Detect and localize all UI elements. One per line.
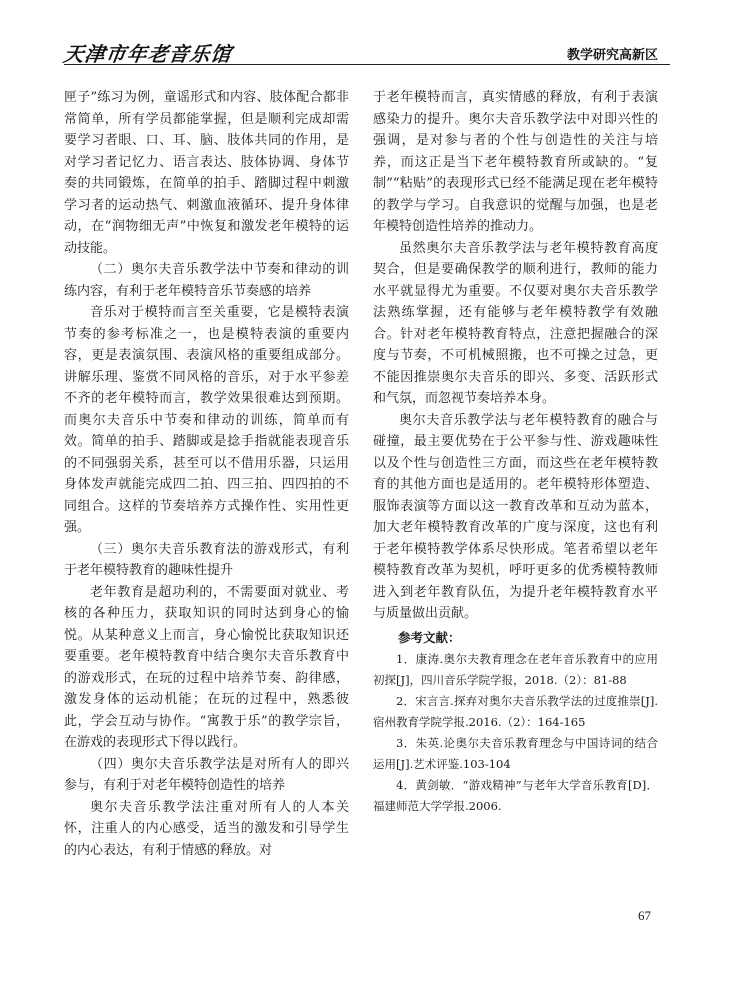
paragraph: 匣子”练习为例，童谣形式和内容、肢体配合都非常简单，所有学员都能掌握，但是顺利完成却需要学习者眼、口、耳、脑、肢体共同的作用，是对学习者记忆力、语言表达、肢体协调、身体节奏的共同锻炼，在简单的拍手、踏脚过程中刺激学习者的运动热气、刺激血液循环、提升身体律动，在“润物细无声”中恢复和激发老年模特的运动技能。 bbox=[64, 90, 349, 256]
section-tag: 教学研究高新区 bbox=[566, 48, 658, 63]
paragraph: 于老年模特而言，真实情感的释放，有利于表演感染力的提升。奥尔夫音乐教学法中对即兴性的强调，是对参与者的个性与创造性的关注与培养，而这正是当下老年模特教育所或缺的。“复制”“粘贴”的表现形式已经不能满足现在老年模特的教学与学习。自我意识的觉醒与加强，也是老年模特创造性培养的推动力。 bbox=[373, 90, 658, 234]
reference-item: 1．康涛.奥尔夫教育理念在老年音乐教育中的应用初探[J]，四川音乐学院学报，2018.（2）：81-88 bbox=[373, 651, 658, 687]
reference-item: 4．黄剑敏．“游戏精神”与老年大学音乐教育[D]．福建师范大学学报.2006. bbox=[373, 777, 658, 813]
references-title: 参考文献： bbox=[398, 629, 461, 645]
reference-item: 2．宋言言.探弃对奥尔夫音乐教学法的过度推崇[J].宿州教育学院学报.2016.（2）：164-165 bbox=[373, 693, 658, 729]
right-column bbox=[373, 87, 658, 817]
section-heading: （二）奥尔夫音乐教学法中节奏和律动的训练内容，有利于老年模特音乐节奏感的培养 bbox=[64, 262, 349, 299]
paragraph: 奥尔夫音乐教学法与老年模特教育的融合与碰撞，最主要优势在于公平参与性、游戏趣味性以及个性与创造性三方面，而这些在老年模特教育的其他方面也是适用的。老年模特形体塑造、服饰表演等方面以这一教育改革和互动为蓝本，加大老年模特教育改革的广度与深度，这也有利于老年模特教学体系尽快形成。笔者希望以老年模特教育改革为契机，呼吁更多的优秀模特教师进入到老年教育队伍，为提升老年模特教育水平与质量做出贡献。 bbox=[373, 412, 658, 621]
left-column bbox=[64, 87, 349, 861]
section-heading: （四）奥尔夫音乐教学法是对所有人的即兴参与，有利于对老年模特创造性的培养 bbox=[64, 756, 349, 793]
paragraph: 音乐对于模特而言至关重要，它是模特表演节奏的参考标准之一，也是模特表演的重要内容，更是表演氛围、表演风格的重要组成部分。讲解乐理、鉴赏不同风格的音乐，对于水平参差不齐的老年模特而言，教学效果很难达到预期。而奥尔夫音乐中节奏和律动的训练，简单而有效。简单的拍手、踏脚或是捻手指就能表现音乐的不同强弱关系，甚至可以不借用乐器，只运用身体发声就能完成四二拍、四三拍、四四拍的不同组合。这样的节奏培养方式操作性、实用性更强。 bbox=[64, 305, 349, 535]
header-divider bbox=[64, 64, 670, 65]
page-number: 67 bbox=[638, 908, 651, 923]
paragraph: 虽然奥尔夫音乐教学法与老年模特教育高度契合，但是要确保教学的顺利进行，教师的能力水平就显得尤为重要。不仅要对奥尔夫音乐教学法熟练掌握，还有能够与老年模特教学有效融合。针对老年模特教育特点，注意把握融合的深度与节奏，不可机械照搬，也不可操之过急，更不能因推崇奥尔夫音乐的即兴、多变、活跃形式和气氛，而忽视节奏培养本身。 bbox=[373, 240, 658, 406]
section-heading: （三）奥尔夫音乐教育法的游戏形式，有利于老年模特教育的趣味性提升 bbox=[64, 541, 349, 578]
reference-item: 3．朱英.论奥尔夫音乐教育理念与中国诗词的结合运用[J].艺术评鉴.103-104 bbox=[373, 735, 658, 771]
paragraph: 老年教育是超功利的，不需要面对就业、考核的各种压力，获取知识的同时达到身心的愉悦。从某种意义上而言，身心愉悦比获取知识还要重要。老年模特教育中结合奥尔夫音乐教育中的游戏形式，在玩的过程中培养节奏、韵律感，激发身体的运动机能；在玩的过程中，熟悉彼此，学会互动与协作。“寓教于乐”的教学宗旨，在游戏的表现形式下得以践行。 bbox=[64, 584, 349, 750]
journal-masthead-logo: 天津市年老音乐馆 bbox=[62, 42, 234, 66]
paragraph: 奥尔夫音乐教学法注重对所有人的人本关怀，注重人的内心感受，适当的激发和引导学生的内心表达，有利于情感的释放。对 bbox=[64, 799, 349, 858]
